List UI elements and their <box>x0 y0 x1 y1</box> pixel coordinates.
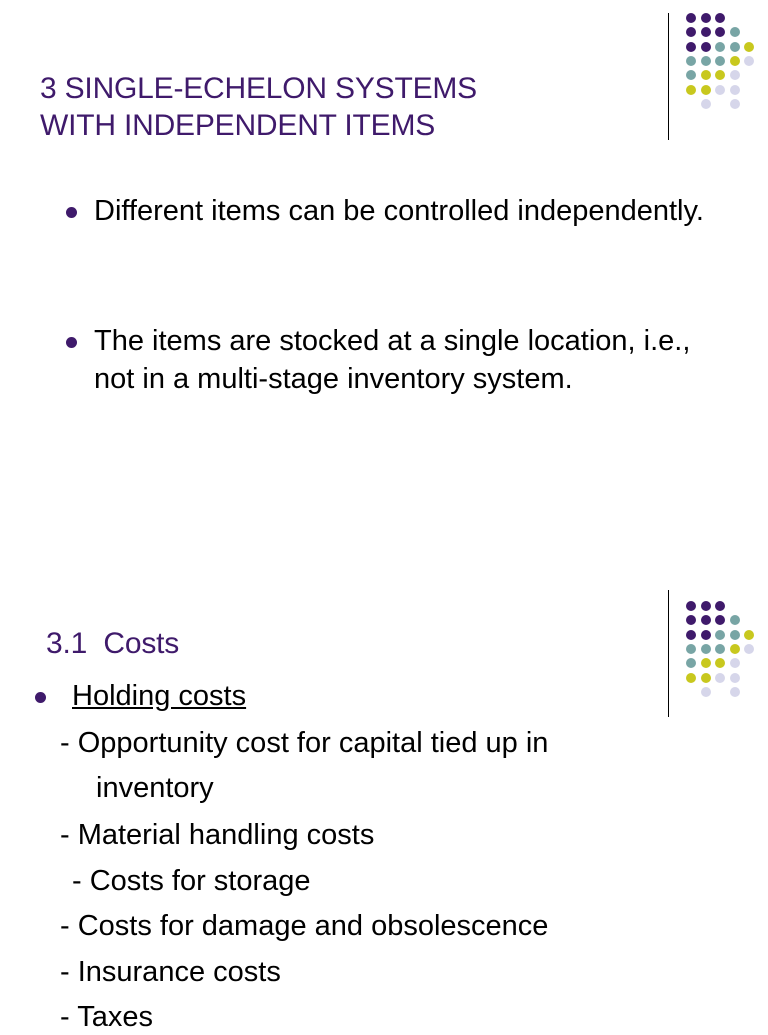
decoration-dot <box>686 644 696 654</box>
bullet-dot-icon <box>66 337 77 348</box>
decoration-dot <box>730 56 740 66</box>
decoration-dot <box>686 27 696 37</box>
decoration-dot <box>701 615 711 625</box>
decoration-dot <box>715 673 725 683</box>
decoration-dot <box>701 27 711 37</box>
decoration-dot <box>730 673 740 683</box>
dot-grid-decoration-icon <box>660 10 760 145</box>
decoration-dot <box>701 13 711 23</box>
decoration-dot <box>701 99 711 109</box>
decoration-dot <box>701 630 711 640</box>
decoration-dot <box>686 42 696 52</box>
slide-2 <box>0 575 768 1033</box>
decoration-dot <box>701 644 711 654</box>
cost-line: - Opportunity cost for capital tied up in <box>60 727 549 759</box>
cost-line: - Insurance costs <box>60 956 281 988</box>
decoration-dot <box>730 42 740 52</box>
decoration-dot <box>730 70 740 80</box>
decoration-dot <box>744 42 754 52</box>
decoration-dot <box>744 644 754 654</box>
slide-title-line-1: 3 SINGLE-ECHELON SYSTEMS <box>40 72 477 105</box>
decoration-dot <box>715 42 725 52</box>
cost-line: - Costs for damage and obsolescence <box>60 910 549 942</box>
decoration-dot <box>701 85 711 95</box>
decoration-dot <box>730 630 740 640</box>
decoration-dot <box>715 601 725 611</box>
decoration-dot <box>744 630 754 640</box>
decoration-dot <box>730 99 740 109</box>
bullet-dot-icon <box>66 207 77 218</box>
cost-line: - Taxes <box>60 1001 153 1033</box>
decoration-dot <box>715 13 725 23</box>
decoration-dot <box>686 601 696 611</box>
decoration-dot <box>686 658 696 668</box>
decoration-dot <box>744 56 754 66</box>
decoration-dot <box>686 615 696 625</box>
cost-line: - Costs for storage <box>72 865 311 897</box>
decoration-dot <box>686 85 696 95</box>
decoration-dot <box>715 85 725 95</box>
decoration-dot <box>686 56 696 66</box>
decoration-dot <box>730 658 740 668</box>
bullet-text: Different items can be controlled independently. <box>94 195 704 227</box>
decoration-dot <box>715 70 725 80</box>
decoration-dot <box>701 70 711 80</box>
cost-line: inventory <box>96 772 214 804</box>
decoration-dot <box>730 27 740 37</box>
decoration-dot <box>730 687 740 697</box>
decoration-dot <box>701 42 711 52</box>
decoration-dot <box>715 644 725 654</box>
decoration-dot <box>701 687 711 697</box>
decoration-dot <box>686 630 696 640</box>
slide-title-line-2: WITH INDEPENDENT ITEMS <box>40 109 436 142</box>
slide-title <box>40 70 477 144</box>
decoration-dot <box>715 615 725 625</box>
decoration-dot <box>701 56 711 66</box>
cost-line: - Material handling costs <box>60 819 375 851</box>
decoration-dot <box>701 658 711 668</box>
decoration-dot <box>686 13 696 23</box>
decoration-dot <box>686 70 696 80</box>
decoration-dot <box>701 673 711 683</box>
decoration-dot <box>701 601 711 611</box>
decoration-dot <box>730 644 740 654</box>
decoration-dot <box>730 615 740 625</box>
decoration-dot <box>715 56 725 66</box>
bullet-dot-icon <box>35 692 46 703</box>
decoration-dot <box>730 85 740 95</box>
dot-grid-decoration-icon <box>660 587 760 722</box>
decoration-dot <box>686 673 696 683</box>
decoration-dot <box>715 658 725 668</box>
bullet-text: The items are stocked at a single location, i.e., not in a multi-stage inventory system. <box>94 325 691 395</box>
decoration-dot <box>715 27 725 37</box>
section-title: 3.1 Costs <box>46 627 180 660</box>
decoration-dot <box>715 630 725 640</box>
holding-costs-heading: Holding costs <box>72 680 247 712</box>
